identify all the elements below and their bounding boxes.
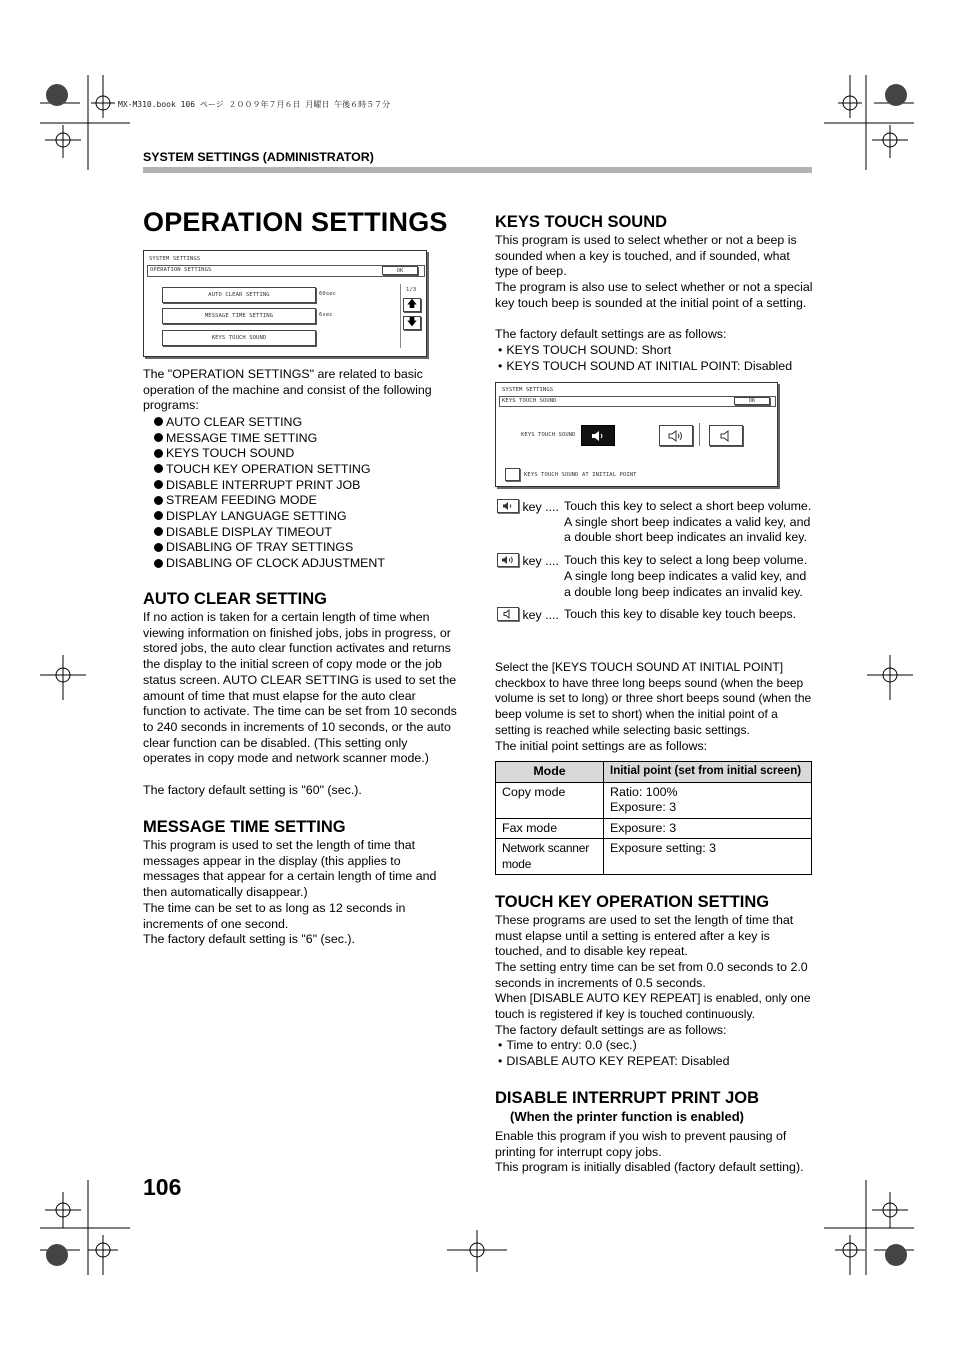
scroll-down-button[interactable]	[403, 316, 421, 330]
list-item: TOUCH KEY OPERATION SETTING	[154, 461, 385, 477]
list-item: MESSAGE TIME SETTING	[154, 430, 385, 446]
page-number: 106	[143, 1174, 182, 1200]
arrow-down-icon: 🡇	[406, 316, 418, 328]
touch-key-body: These programs are used to set the length of time that must elapse until a setting is entered after a key is touched, and to disable key repeat.	[495, 913, 794, 959]
long-beep-icon	[497, 553, 519, 567]
ok-button[interactable]: OK	[734, 397, 770, 405]
long-beep-icon	[667, 430, 685, 442]
message-time-value: 6sec	[319, 312, 333, 318]
list-item: DISABLING OF CLOCK ADJUSTMENT	[154, 555, 385, 571]
list-item: DISPLAY LANGUAGE SETTING	[154, 508, 385, 524]
disable-interrupt-body2: This program is initially disabled (factory default setting).	[495, 1160, 804, 1174]
table-header-initial-point: Initial point (set from initial screen)	[604, 762, 812, 783]
keys-touch-sound-label: KEYS TOUCH SOUND	[521, 432, 576, 438]
table-cell-value: Exposure setting: 3	[604, 839, 812, 875]
screen-crumb-system: SYSTEM SETTINGS	[149, 256, 201, 262]
keys-touch-defaults-intro: The factory default settings are as follows:	[495, 327, 727, 341]
touch-key-defaults-intro: The factory default settings are as follows:	[495, 1023, 727, 1037]
auto-clear-setting-button[interactable]: AUTO CLEAR SETTING	[162, 287, 316, 303]
long-beep-button[interactable]	[659, 425, 693, 446]
disable-interrupt-heading: DISABLE INTERRUPT PRINT JOB	[495, 1089, 760, 1107]
screen-crumb-operation: OPERATION SETTINGS	[150, 267, 212, 273]
list-item: AUTO CLEAR SETTING	[154, 414, 385, 430]
auto-clear-default: The factory default setting is "60" (sec.).	[143, 783, 362, 797]
print-header: MX-M310.book 106 ページ ２００９年７月６日 月曜日 午後６時５７分	[118, 100, 391, 109]
arrow-up-icon: 🡅	[406, 298, 418, 310]
keys-touch-body: This program is used to select whether or not a beep is sounded when a key is touched, and if sounded, what type of beep.	[495, 233, 797, 279]
key-description-none: key .... Touch this key to disable key touch beeps.	[497, 607, 814, 624]
touch-key-defaults-list	[498, 1038, 729, 1069]
keys-touch-sound-screen	[495, 382, 778, 487]
auto-clear-value: 60sec	[319, 291, 337, 297]
list-item: • KEYS TOUCH SOUND: Short	[498, 343, 792, 359]
message-time-body: This program is used to set the length of time that messages appear in the display (this applies to messages that appear for a certain length of time and then automatically disappear.)	[143, 838, 437, 900]
key-description-short: key .... Touch this key to select a short beep volume. A single short beep indicates a valid key, and a double short beep indicates an invalid key.	[497, 499, 814, 546]
disable-interrupt-body: Enable this program if you wish to prevent pausing of printing for interrupt copy jobs.	[495, 1129, 787, 1159]
operation-settings-screen	[143, 250, 427, 357]
no-beep-icon	[719, 430, 733, 442]
list-item: KEYS TOUCH SOUND	[154, 445, 385, 461]
table-cell-mode: Copy mode	[496, 782, 604, 818]
screen-crumb-system: SYSTEM SETTINGS	[502, 387, 554, 393]
table-cell-mode: Network scanner mode	[496, 839, 604, 875]
list-item: DISABLE INTERRUPT PRINT JOB	[154, 477, 385, 493]
key-description-text: Touch this key to select a short beep volume. A single short beep indicates a valid key, and a double short beep indicates an invalid key.	[564, 499, 812, 545]
intro-text: The "OPERATION SETTINGS" are related to basic operation of the machine and consist of the following programs:	[143, 367, 432, 413]
no-beep-icon	[497, 607, 519, 621]
key-description-text: Touch this key to disable key touch beeps.	[564, 607, 797, 622]
no-beep-button[interactable]	[709, 425, 743, 446]
table-cell-value: Ratio: 100% Exposure: 3	[604, 782, 812, 818]
key-description-text: Touch this key to select a long beep volume. A single long beep indicates a valid key, and a double long beep indicates an invalid key.	[564, 553, 808, 599]
page-indicator: 1/3	[406, 287, 417, 293]
list-item: STREAM FEEDING MODE	[154, 492, 385, 508]
screen-crumb-keys: KEYS TOUCH SOUND	[502, 398, 557, 404]
running-header: SYSTEM SETTINGS (ADMINISTRATOR)	[143, 150, 374, 164]
table-row	[496, 782, 812, 818]
keys-touch-heading: KEYS TOUCH SOUND	[495, 213, 668, 231]
list-item: • Time to entry: 0.0 (sec.)	[498, 1038, 729, 1054]
list-item: DISABLE DISPLAY TIMEOUT	[154, 524, 385, 540]
scroll-up-button[interactable]	[403, 298, 421, 312]
disable-interrupt-subheading: (When the printer function is enabled)	[510, 1109, 744, 1124]
list-item: • DISABLE AUTO KEY REPEAT: Disabled	[498, 1054, 729, 1070]
header-rule	[143, 167, 812, 173]
auto-clear-heading: AUTO CLEAR SETTING	[143, 590, 327, 608]
initial-point-text: Select the [KEYS TOUCH SOUND AT INITIAL POINT] checkbox to have three long beeps sound (when the beep volume is set to long) or three short beeps sound (when the beep volume is set to short) when the initial point of a setting is reached while selecting basic settings.	[495, 660, 812, 737]
table-header-mode: Mode	[496, 762, 604, 783]
message-time-heading: MESSAGE TIME SETTING	[143, 818, 346, 836]
ok-button[interactable]: OK	[382, 266, 418, 275]
initial-point-intro: The initial point settings are as follows:	[495, 739, 708, 753]
button-divider	[699, 423, 700, 446]
key-description-long: key .... Touch this key to select a long beep volume. A single long beep indicates a valid key, and a double long beep indicates an invalid key.	[497, 553, 814, 600]
touch-key-body3: When [DISABLE AUTO KEY REPEAT] is enabled, only one touch is registered if key is touched continuously.	[495, 991, 811, 1021]
touch-key-body2: The setting entry time can be set from 0.0 seconds to 2.0 seconds in increments of 0.5 seconds.	[495, 960, 808, 990]
message-time-default: The factory default setting is "6" (sec.).	[143, 932, 355, 946]
initial-point-table	[495, 761, 812, 875]
table-cell-mode: Fax mode	[496, 818, 604, 839]
table-row	[496, 818, 812, 839]
touch-key-heading: TOUCH KEY OPERATION SETTING	[495, 893, 770, 911]
program-list	[154, 414, 385, 571]
message-time-setting-button[interactable]: MESSAGE TIME SETTING	[162, 308, 316, 324]
table-row	[496, 839, 812, 875]
table-cell-value: Exposure: 3	[604, 818, 812, 839]
list-item: DISABLING OF TRAY SETTINGS	[154, 540, 385, 556]
short-beep-icon	[497, 499, 519, 513]
keys-touch-body2: The program is also use to select whether or not a special key touch beep is sounded at the initial point of a setting.	[495, 280, 813, 310]
short-beep-button[interactable]	[581, 425, 615, 446]
initial-point-label: KEYS TOUCH SOUND AT INITIAL POINT	[524, 472, 637, 478]
short-beep-icon	[590, 430, 606, 442]
keys-touch-sound-button[interactable]: KEYS TOUCH SOUND	[162, 330, 316, 346]
message-time-body2: The time can be set to as long as 12 seconds in increments of one second.	[143, 901, 406, 931]
auto-clear-body: If no action is taken for a certain length of time when viewing information on finished jobs, jobs in progress, or stored jobs, the auto clear function activates and returns the display to the initial screen of copy mode or the job status screen. AUTO CLEAR SETTING is used to set the amount of time that must elapse for the auto clear function to activate. The time can be set from 10 seconds to 240 seconds in increments of 10 seconds, or the auto clear function can be disabled. (This setting only operates in copy mode and network scanner mode.)	[143, 610, 457, 766]
keys-touch-defaults-list	[498, 343, 792, 374]
table-header-row	[496, 762, 812, 783]
list-item: • KEYS TOUCH SOUND AT INITIAL POINT: Disabled	[498, 359, 792, 375]
initial-point-checkbox[interactable]	[505, 468, 520, 481]
page-title: OPERATION SETTINGS	[143, 207, 448, 237]
key-description-list	[497, 499, 814, 624]
scroll-divider	[400, 284, 401, 348]
